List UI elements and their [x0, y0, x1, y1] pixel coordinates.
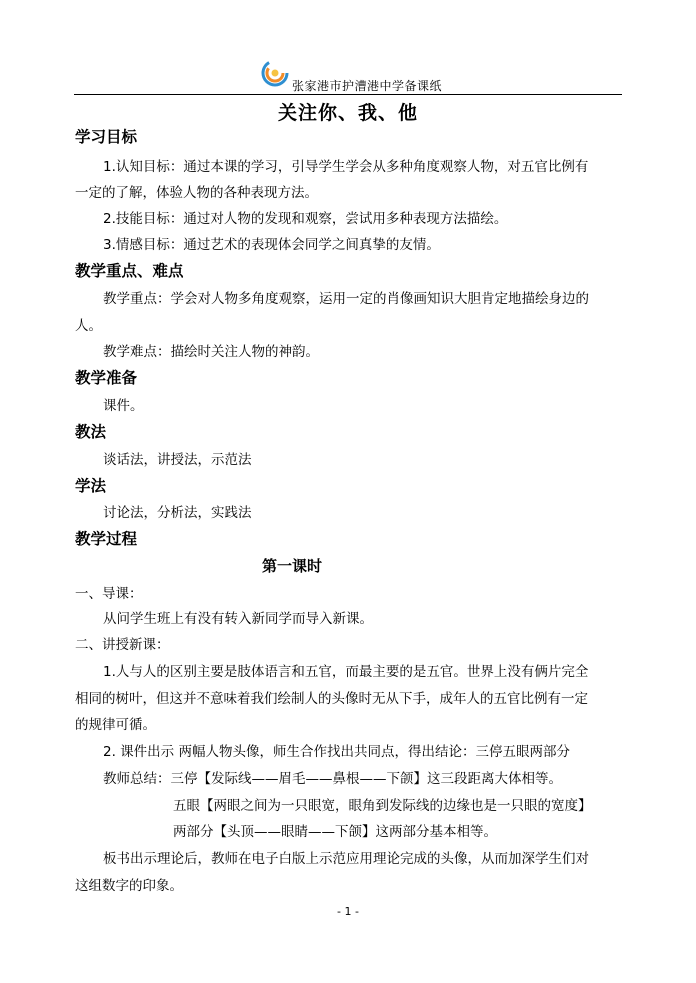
header-school-name: 张家港市护漕港中学备课纸: [292, 79, 443, 93]
part-1-title: 一、导课：: [75, 586, 143, 602]
part-2-item-1-line-2: 相同的树叶，但这并不意味着我们绘制人的头像时无从下手，成年人的五官比例有一定: [75, 691, 588, 707]
page-header: [74, 58, 622, 95]
goal-item-1-line-1: 1.认知目标：通过本课的学习，引导学生学会从多种角度观察人物，对五官比例有: [103, 159, 589, 175]
board-line-2: 这组数字的印象。: [75, 878, 183, 894]
section-heading-goals: 学习目标: [75, 127, 138, 146]
part-1-content: 从问学生班上有没有转入新同学而导入新课。: [103, 611, 373, 627]
teacher-summary-line-2: 五眼【两眼之间为一只眼宽，眼角到发际线的边缘也是一只眼的宽度】: [173, 798, 592, 814]
section-heading-preparation: 教学准备: [75, 368, 138, 387]
board-line-1: 板书出示理论后，教师在电子白版上示范应用理论完成的头像，从而加深学生们对: [103, 851, 589, 867]
section-heading-learning-methods: 学法: [75, 476, 107, 495]
teacher-summary-line-1: 教师总结：三停【发际线——眉毛——鼻根——下颌】这三段距离大体相等。: [103, 771, 562, 787]
section-heading-process: 教学过程: [75, 529, 138, 548]
section-heading-teaching-methods: 教法: [75, 422, 107, 441]
goal-item-2: 2.技能目标：通过对人物的发现和观察，尝试用多种表现方法描绘。: [103, 211, 508, 227]
goal-item-1-line-2: 一定的了解，体验人物的各种表现方法。: [75, 185, 318, 201]
lesson-title: 第一课时: [262, 557, 323, 575]
part-2-item-1-line-3: 的规律可循。: [75, 717, 156, 733]
page-number: - 1 -: [337, 905, 359, 918]
part-2-item-1-line-1: 1.人与人的区别主要是肢体语言和五官，而最主要的是五官。世界上没有俩片完全: [103, 664, 589, 680]
teaching-methods-content: 谈话法，讲授法，示范法: [103, 452, 252, 468]
page-title: 关注你、我、他: [277, 102, 418, 124]
focus-line-1: 教学重点：学会对人物多角度观察，运用一定的肖像画知识大胆肯定地描绘身边的: [103, 291, 589, 307]
difficulty-line: 教学难点：描绘时关注人物的神韵。: [103, 344, 319, 360]
school-logo-icon: [260, 58, 290, 88]
teacher-summary-line-3: 两部分【头顶——眼睛——下颌】这两部分基本相等。: [173, 824, 497, 840]
focus-line-2: 人。: [75, 318, 102, 334]
goal-item-3: 3.情感目标：通过艺术的表现体会同学之间真挚的友情。: [103, 237, 440, 253]
learning-methods-content: 讨论法，分析法，实践法: [103, 505, 252, 521]
part-2-item-2: 2. 课件出示 两幅人物头像，师生合作找出共同点，得出结论：三停五眼两部分: [103, 744, 570, 760]
preparation-content: 课件。: [103, 398, 144, 414]
part-2-title: 二、讲授新课：: [75, 637, 170, 653]
section-heading-key-points: 教学重点、难点: [75, 261, 184, 280]
